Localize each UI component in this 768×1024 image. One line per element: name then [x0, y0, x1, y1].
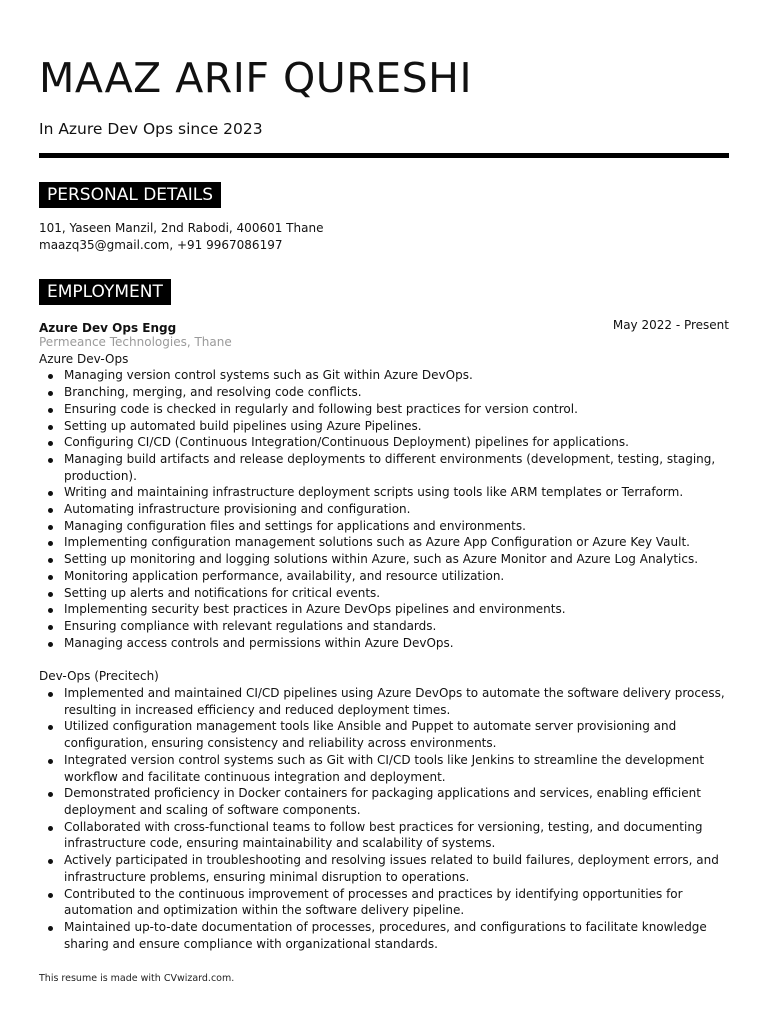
job-title: Azure Dev Ops Engg: [39, 321, 177, 335]
bullet-list: [39, 685, 729, 952]
list-item: [39, 819, 729, 852]
list-item: [39, 852, 729, 885]
header-divider: [39, 153, 729, 158]
list-item: [39, 518, 729, 535]
job-date: May 2022 - Present: [612, 318, 729, 332]
list-item: [39, 752, 729, 785]
bullet-icon: [48, 692, 53, 697]
tagline: In Azure Dev Ops since 2023: [39, 120, 263, 138]
bullet-icon: [48, 558, 53, 563]
list-item: [39, 886, 729, 919]
list-item-text: Demonstrated proficiency in Docker containers for packaging applications and services, enabling efficient deployment and scaling of software components.: [64, 786, 701, 817]
list-item-text: Setting up monitoring and logging solutions within Azure, such as Azure Monitor and Azure Log Analytics.: [64, 552, 699, 567]
address: 101, Yaseen Manzil, 2nd Rabodi, 400601 Thane: [39, 221, 324, 235]
bullet-icon: [48, 541, 53, 546]
list-item-text: Branching, merging, and resolving code conflicts.: [64, 385, 362, 400]
list-item-text: Actively participated in troubleshooting and resolving issues related to build failures, deployment errors, and infrastructure problems, ensuring minimal disruption to operations.: [64, 853, 719, 884]
bullet-icon: [48, 391, 53, 396]
list-item-text: Integrated version control systems such as Git with CI/CD tools like Jenkins to streamline the development workflow and facilitate continuous integration and deployment.: [64, 752, 705, 784]
list-item-text: Implementing configuration management solutions such as Azure App Configuration or Azure Key Vault.: [64, 535, 690, 550]
list-item: [39, 367, 729, 384]
list-item: [39, 919, 729, 952]
list-item: [39, 551, 729, 568]
candidate-name: MAAZ ARIF QURESHI: [39, 54, 473, 102]
list-item: [39, 484, 729, 501]
employment-blocks: [39, 351, 729, 953]
list-item-text: Managing configuration files and settings for applications and environments.: [64, 518, 526, 533]
list-item-text: Implemented and maintained CI/CD pipelines using Azure DevOps to automate the software delivery process, resulting in increased efficiency and reduced deployment times.: [64, 686, 725, 717]
contact-info: maazq35@gmail.com, +91 9967086197: [39, 237, 283, 252]
bullet-icon: [48, 926, 53, 931]
bullet-icon: [48, 508, 53, 513]
bullet-icon: [48, 859, 53, 864]
list-item: [39, 601, 729, 618]
list-item: [39, 434, 729, 451]
bullet-list: [39, 367, 729, 651]
list-item-text: Setting up automated build pipelines using Azure Pipelines.: [64, 418, 422, 433]
list-item-text: Ensuring code is checked in regularly and following best practices for version control.: [64, 401, 578, 416]
list-item-text: Implementing security best practices in Azure DevOps pipelines and environments.: [64, 602, 566, 617]
list-item-text: Configuring CI/CD (Continuous Integration/Continuous Deployment) pipelines for applications.: [64, 435, 629, 450]
list-item-text: Writing and maintaining infrastructure deployment scripts using tools like ARM templates or Terraform.: [64, 485, 684, 500]
bullet-icon: [48, 592, 53, 597]
bullet-icon: [48, 374, 53, 379]
list-item-text: Setting up alerts and notifications for critical events.: [64, 585, 381, 600]
bullet-icon: [48, 491, 53, 496]
block-spacer: [39, 651, 729, 668]
bullet-icon: [48, 408, 53, 413]
list-item: [39, 384, 729, 401]
bullet-icon: [48, 759, 53, 764]
list-item: [39, 718, 729, 751]
footer-note: This resume is made with CVwizard.com.: [39, 973, 235, 984]
list-item-text: Managing version control systems such as Git within Azure DevOps.: [64, 368, 473, 383]
company: Permeance Technologies, Thane: [39, 335, 232, 349]
section-title-employment: EMPLOYMENT: [39, 279, 171, 305]
list-item-text: Managing access controls and permissions within Azure DevOps.: [64, 635, 454, 650]
list-item-text: Maintained up-to-date documentation of processes, procedures, and configurations to facilitate knowledge sharing and ensure compliance with organizational standards.: [64, 919, 707, 951]
list-item-text: Monitoring application performance, availability, and resource utilization.: [64, 568, 505, 583]
list-item: [39, 568, 729, 585]
list-item-text: Collaborated with cross-functional teams to follow best practices for versioning, testing, and documenting infrastructure code, ensuring maintainability and scalability of systems.: [64, 819, 703, 851]
list-item: [39, 501, 729, 518]
list-item-text: Contributed to the continuous improvement of processes and practices by identifying opportunities for automation and optimization within the software delivery pipeline.: [64, 886, 683, 918]
employment-entry: [39, 317, 729, 952]
bullet-icon: [48, 642, 53, 647]
list-item: [39, 451, 729, 484]
list-item: [39, 401, 729, 418]
list-item: [39, 534, 729, 551]
list-item-text: Ensuring compliance with relevant regulations and standards.: [64, 618, 437, 633]
bullet-icon: [48, 625, 53, 630]
bullet-icon: [48, 441, 53, 446]
bullet-icon: [48, 425, 53, 430]
bullet-icon: [48, 893, 53, 898]
list-item-text: Utilized configuration management tools like Ansible and Puppet to automate server provisioning and configuration, ensuring consistency and reliability across environments.: [64, 719, 677, 751]
bullet-icon: [48, 608, 53, 613]
bullet-icon: [48, 725, 53, 730]
block-heading: Azure Dev-Ops: [39, 351, 129, 366]
list-item: [39, 785, 729, 818]
personal-details: [39, 220, 323, 253]
bullet-icon: [48, 458, 53, 463]
bullet-icon: [48, 792, 53, 797]
list-item: [39, 685, 729, 718]
list-item-text: Automating infrastructure provisioning and configuration.: [64, 502, 411, 517]
job-header: [39, 317, 729, 334]
section-title-personal-details: PERSONAL DETAILS: [39, 182, 221, 208]
list-item: [39, 635, 729, 652]
bullet-icon: [48, 575, 53, 580]
block-heading: Dev-Ops (Precitech): [39, 669, 159, 684]
list-item-text: Managing build artifacts and release deployments to different environments (development, testing, staging, production).: [64, 451, 716, 483]
bullet-icon: [48, 826, 53, 831]
list-item: [39, 585, 729, 602]
list-item: [39, 418, 729, 435]
bullet-icon: [48, 525, 53, 530]
list-item: [39, 618, 729, 635]
